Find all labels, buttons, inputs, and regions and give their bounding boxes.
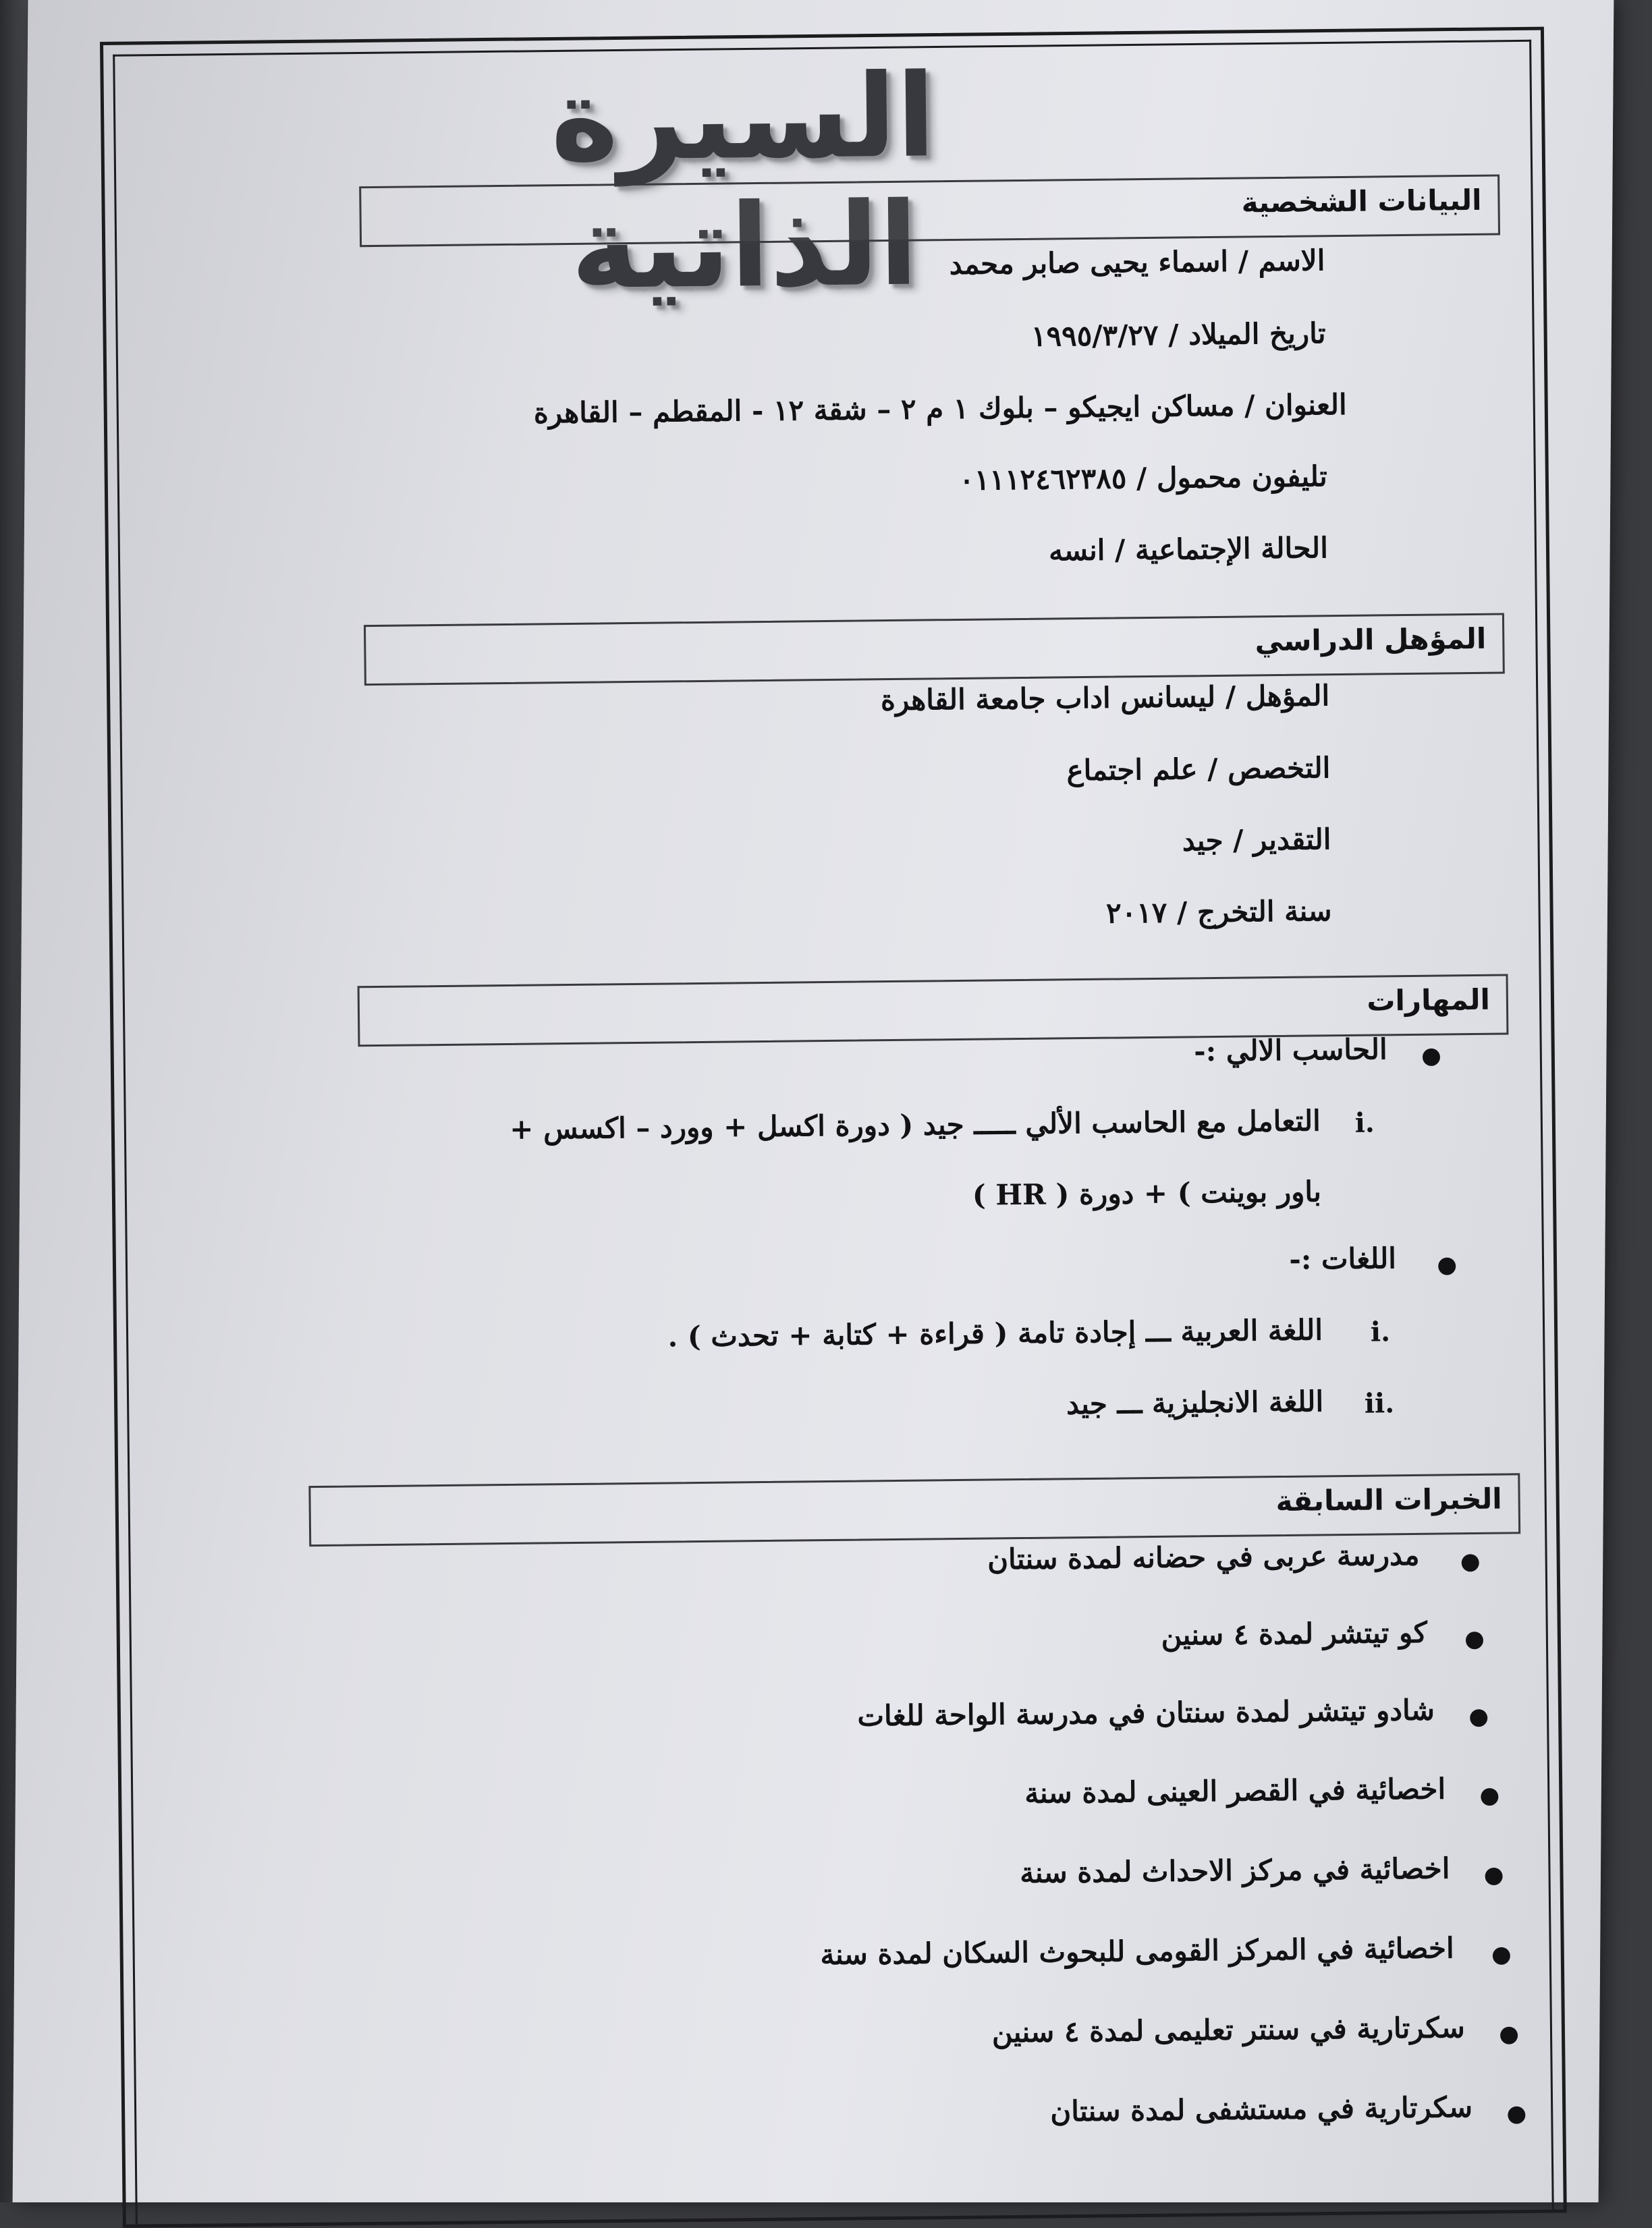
cv-document [115,32,1541,2193]
language-item: اللغة العربية ـــ إجادة تامة ( قراءة + كتابة + تحدث ) . [667,1313,1323,1354]
bullet-icon: ● [1499,2020,1520,2048]
experience-item: اخصائية في مركز الاحداث لمدة سنة [1020,1851,1450,1890]
section-education [364,613,1505,686]
experience-item: سكرتارية في مستشفى لمدة سنتان [1050,2090,1473,2128]
bullet-icon: ● [1491,1941,1512,1968]
section-skills-heading: المهارات [1367,982,1491,1018]
language-item: اللغة الانجليزية ـــ جيد [1066,1385,1324,1421]
skills-computer-item-line2: باور بوينت ) + دورة ( HR ) [972,1175,1322,1212]
field-birth-date: تاريخ الميلاد / ١٩٩٥/٣/٢٧ [1030,316,1326,353]
section-experience [308,1473,1520,1547]
experience-item: مدرسة عربى في حضانه لمدة سنتان [987,1538,1420,1576]
experience-item: شادو تيتشر لمدة سنتان في مدرسة الواحة للغات [857,1693,1435,1733]
section-experience-heading: الخبرات السابقة [1275,1482,1502,1518]
bullet-icon: ● [1460,1547,1481,1576]
field-marital-status: الحالة الإجتماعية / انسه [1048,531,1329,567]
experience-item: سكرتارية في سنتر تعليمى لمدة ٤ سنين [991,2011,1466,2049]
bullet-icon: ● [1483,1861,1504,1889]
bullet-icon: ● [1479,1781,1500,1809]
experience-item: كو تيتشر لمدة ٤ سنين [1161,1615,1427,1652]
field-major: التخصص / علم اجتماع [1066,751,1331,787]
bullet-icon: ● [1437,1251,1458,1279]
skills-languages-label: اللغات :- [1289,1242,1397,1276]
experience-item: اخصائية في القصر العينى لمدة سنة [1024,1772,1446,1810]
experience-item: اخصائية في المركز القومى للبحوث السكان لمدة سنة [820,1931,1454,1972]
page-title: السيرة الذاتية [549,49,937,315]
language-item-number: i. [1370,1316,1391,1348]
section-personal [359,175,1500,248]
field-grade: التقدير / جيد [1182,823,1331,858]
bullet-icon: ● [1468,1702,1489,1731]
language-item-number: ii. [1364,1387,1395,1420]
skills-computer-item-number: i. [1354,1107,1375,1139]
field-name: الاسم / اسماء يحيى صابر محمد [949,244,1325,281]
field-address: العنوان / مساكن ايجيكو – بلوك ١ م ٢ – شقة ١٢ - المقطم – القاهرة [533,387,1347,430]
bullet-icon: ● [1506,2100,1527,2127]
section-personal-heading: البيانات الشخصية [1241,183,1482,219]
skills-computer-item-line1: التعامل مع الحاسب الألي ـــــ جيد ( دورة اكسل + وورد – اكسس + [509,1104,1321,1146]
bullet-icon: ● [1464,1625,1485,1653]
bullet-icon: ● [1421,1042,1441,1069]
field-degree: المؤهل / ليسانس اداب جامعة القاهرة [880,679,1330,717]
field-phone: تليفون محمول / ٠١١١٢٤٦٢٣٨٥ [958,459,1328,497]
skills-computer-label: الحاسب الالي :- [1193,1032,1387,1068]
field-graduation-year: سنة التخرج / ٢٠١٧ [1105,894,1332,930]
section-education-heading: المؤهل الدراسي [1255,621,1487,658]
